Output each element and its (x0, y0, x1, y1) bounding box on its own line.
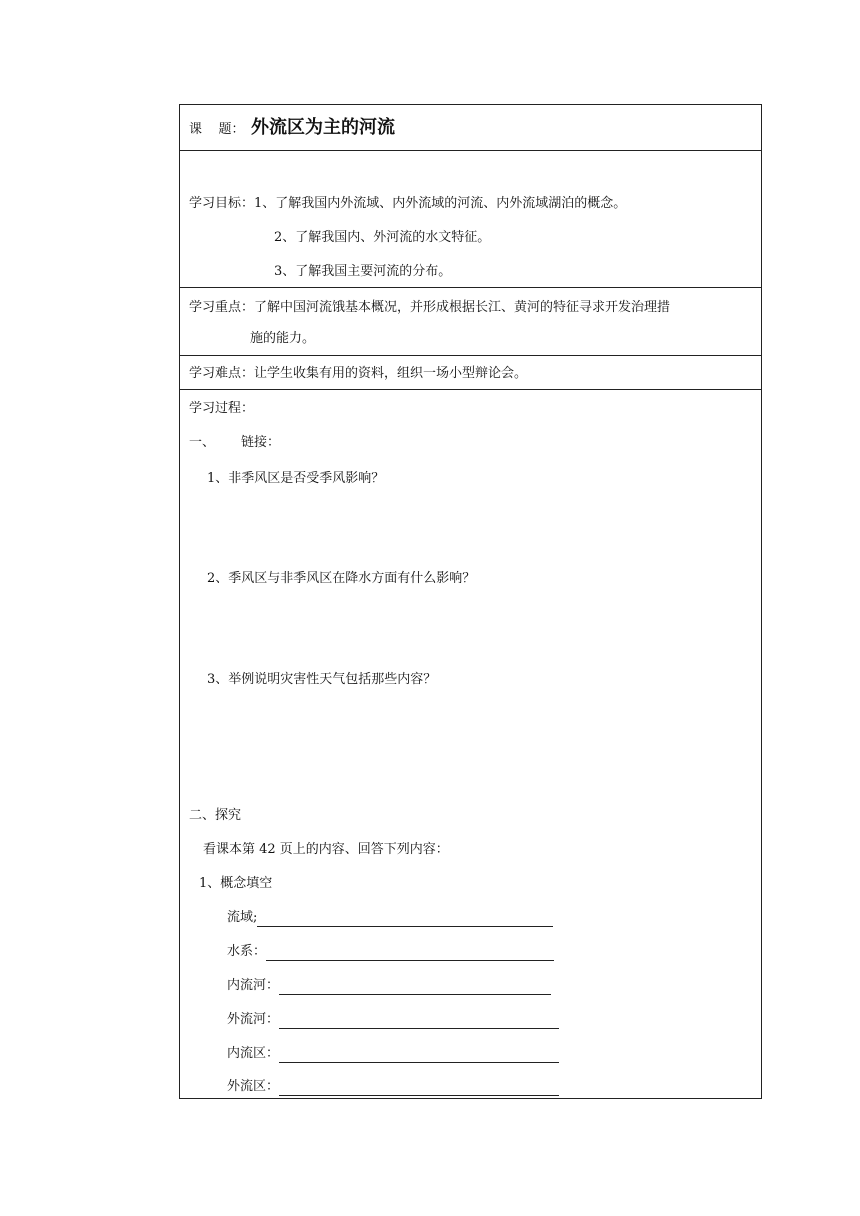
section2-heading: 二、探究 (189, 808, 242, 823)
key-points-text: 了解中国河流饿基本概况，并形成根据长江、黄河的特征寻求开发治理措 (254, 300, 671, 315)
fill-label: 内流区： (227, 1046, 280, 1061)
objective-item: 2、了解我国内、外河流的水文特征。 (274, 230, 491, 245)
fill-item (227, 943, 554, 961)
objectives-row (180, 151, 761, 288)
fill-label: 流域; (227, 910, 258, 925)
fill-blank[interactable] (257, 912, 553, 927)
section1-heading: 链接： (241, 435, 281, 450)
fill-item (227, 909, 553, 927)
difficulties-text: 让学生收集有用的资料，组织一场小型辩论会。 (254, 366, 528, 381)
lesson-plan-table (179, 104, 762, 1099)
key-points-row (180, 288, 761, 356)
question-item: 2、季风区与非季风区在降水方面有什么影响？ (207, 571, 476, 586)
section2-instruction: 看课本第 42 页上的内容、回答下列内容： (203, 842, 449, 857)
difficulties-row (180, 356, 761, 390)
question-item: 3、举例说明灾害性天气包括那些内容？ (207, 672, 437, 687)
fill-item (227, 977, 551, 995)
objectives-label: 学习目标： (189, 196, 255, 211)
page-title: 外流区为主的河流 (251, 117, 395, 138)
fill-blank[interactable] (279, 980, 551, 995)
fill-blank[interactable] (279, 1014, 559, 1029)
difficulties-label: 学习难点： (189, 366, 255, 381)
fill-item (227, 1011, 559, 1029)
key-points-text-cont: 施的能力。 (250, 331, 316, 346)
title-label: 课 题： (189, 122, 245, 137)
key-points-label: 学习重点： (189, 300, 255, 315)
fill-item (227, 1078, 559, 1096)
section2-subheading: 1、概念填空 (199, 876, 273, 891)
fill-blank[interactable] (279, 1048, 559, 1063)
question-item: 1、非季风区是否受季风影响？ (207, 471, 385, 486)
fill-label: 水系： (227, 944, 267, 959)
fill-label: 外流河： (227, 1012, 280, 1027)
section1-number: 一、 (189, 435, 216, 450)
fill-blank[interactable] (279, 1081, 559, 1096)
fill-label: 内流河： (227, 978, 280, 993)
fill-blank[interactable] (266, 946, 554, 961)
fill-label: 外流区： (227, 1079, 280, 1094)
objective-item: 3、了解我国主要河流的分布。 (274, 264, 452, 279)
objective-item: 1、了解我国内外流域、内外流域的河流、内外流域湖泊的概念。 (254, 196, 627, 211)
fill-item (227, 1045, 559, 1063)
title-row (180, 105, 761, 151)
process-row (180, 390, 761, 1098)
process-label: 学习过程： (189, 401, 255, 416)
